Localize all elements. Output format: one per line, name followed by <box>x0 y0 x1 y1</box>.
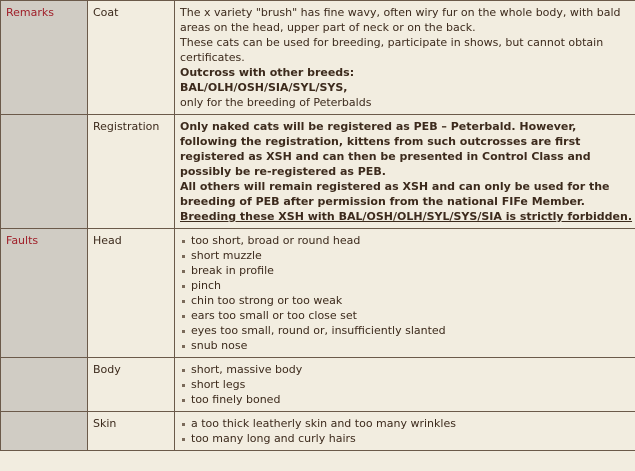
coat-text-2: These cats can be used for breeding, participate in shows, but cannot obtain certificates. <box>180 36 604 64</box>
list-item: too finely boned <box>180 392 634 407</box>
coat-text-3: only for the breeding of Peterbalds <box>180 96 372 109</box>
table-row <box>1 1 635 115</box>
table-row <box>1 115 635 229</box>
category-label-coat: Coat <box>93 6 119 19</box>
list-item: eyes too small, round or, insufficiently slanted <box>180 323 634 338</box>
section-cell-empty <box>1 358 88 412</box>
description-cell-body <box>175 358 635 412</box>
head-fault-list <box>180 233 634 353</box>
registration-text-2: All others will remain registered as XSH and can only be used for the breeding of PEB after permission from the national FIFe Member. <box>180 180 610 208</box>
section-cell-remarks <box>1 1 88 115</box>
category-label-body: Body <box>93 363 121 376</box>
registration-warning: Breeding these XSH with BAL/OSH/OLH/SYL/SYS/SIA is strictly forbidden. <box>180 210 633 223</box>
description-cell-coat <box>175 1 635 115</box>
list-item: chin too strong or too weak <box>180 293 634 308</box>
list-item: break in profile <box>180 263 634 278</box>
section-label-remarks: Remarks <box>6 6 54 19</box>
list-item: too short, broad or round head <box>180 233 634 248</box>
category-label-head: Head <box>93 234 122 247</box>
list-item: a too thick leatherly skin and too many wrinkles <box>180 416 634 431</box>
coat-outcross-breeds: BAL/OLH/OSH/SIA/SYL/SYS, <box>180 81 348 94</box>
list-item: short muzzle <box>180 248 634 263</box>
list-item: ears too small or too close set <box>180 308 634 323</box>
body-fault-list <box>180 362 634 407</box>
registration-text-1: Only naked cats will be registered as PEB – Peterbald. However, following the registration, kittens from such outcrosses are first registered as XSH and can then be presented in Control Class and possibly be re-registered as PEB. <box>180 120 591 178</box>
list-item: snub nose <box>180 338 634 353</box>
list-item: too many long and curly hairs <box>180 431 634 446</box>
skin-fault-list <box>180 416 634 446</box>
coat-outcross-heading: Outcross with other breeds: <box>180 66 355 79</box>
category-label-registration: Registration <box>93 120 160 133</box>
category-cell-skin <box>88 412 175 451</box>
category-cell-registration <box>88 115 175 229</box>
table-row <box>1 412 635 451</box>
section-cell-empty <box>1 412 88 451</box>
coat-text-1: The x variety "brush" has fine wavy, often wiry fur on the whole body, with bald areas on the head, upper part of neck or on the back. <box>180 6 621 34</box>
description-cell-registration <box>175 115 635 229</box>
list-item: short, massive body <box>180 362 634 377</box>
table-row <box>1 229 635 358</box>
category-cell-body <box>88 358 175 412</box>
section-cell-faults <box>1 229 88 358</box>
list-item: short legs <box>180 377 634 392</box>
list-item: pinch <box>180 278 634 293</box>
description-cell-head <box>175 229 635 358</box>
category-cell-coat <box>88 1 175 115</box>
description-cell-skin <box>175 412 635 451</box>
section-label-faults: Faults <box>6 234 39 247</box>
category-cell-head <box>88 229 175 358</box>
section-cell-empty <box>1 115 88 229</box>
table-row <box>1 358 635 412</box>
category-label-skin: Skin <box>93 417 117 430</box>
